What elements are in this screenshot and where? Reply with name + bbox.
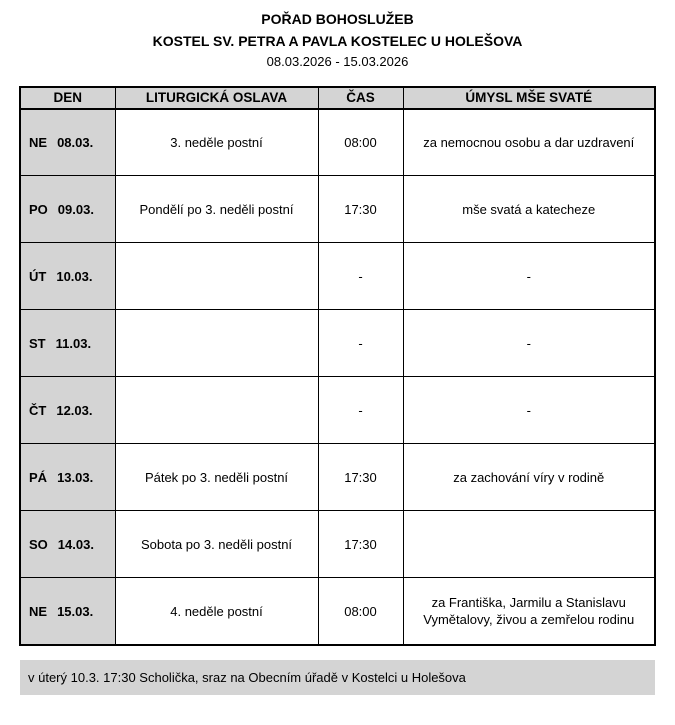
intention-cell: - <box>403 377 655 444</box>
time-cell: - <box>318 310 403 377</box>
page-subtitle: KOSTEL SV. PETRA A PAVLA KOSTELEC U HOLEŠOVA <box>152 32 523 49</box>
day-date: 13.03. <box>57 469 94 485</box>
time-cell: 08:00 <box>318 109 403 176</box>
day-abbrev: NE <box>29 135 48 151</box>
schedule-table <box>19 86 656 646</box>
day-date: 10.03. <box>56 268 93 284</box>
table-row <box>20 444 655 511</box>
celebration-cell <box>115 310 318 377</box>
table-header-row <box>20 87 655 109</box>
column-header-celebration: LITURGICKÁ OSLAVA <box>115 87 318 109</box>
time-cell: 17:30 <box>318 511 403 578</box>
day-abbrev: ÚT <box>29 268 47 284</box>
celebration-cell: Pátek po 3. neděli postní <box>115 444 318 511</box>
time-cell: 17:30 <box>318 444 403 511</box>
day-cell <box>20 310 115 377</box>
day-abbrev: PÁ <box>29 469 48 485</box>
time-cell: - <box>318 377 403 444</box>
day-date: 11.03. <box>55 335 92 351</box>
footer-note: v úterý 10.3. 17:30 Scholička, sraz na Obecním úřadě v Kostelci u Holešova <box>20 660 655 696</box>
table-row <box>20 176 655 243</box>
intention-cell: - <box>403 243 655 310</box>
day-cell <box>20 243 115 310</box>
day-date: 15.03. <box>57 603 94 619</box>
day-cell <box>20 109 115 176</box>
column-header-time: ČAS <box>318 87 403 109</box>
celebration-cell: 3. neděle postní <box>115 109 318 176</box>
page-title: POŘAD BOHOSLUŽEB <box>261 11 414 27</box>
day-cell <box>20 511 115 578</box>
day-cell <box>20 444 115 511</box>
table-row <box>20 109 655 176</box>
intention-cell: za Františka, Jarmilu a Stanislavu Vymětalovy, živou a zemřelou rodinu <box>403 578 655 645</box>
intention-cell <box>403 511 655 578</box>
day-date: 08.03. <box>57 135 94 151</box>
intention-cell: za zachování víry v rodině <box>403 444 655 511</box>
date-range: 08.03.2026 - 15.03.2026 <box>266 54 409 70</box>
day-abbrev: SO <box>29 536 48 552</box>
time-cell: 17:30 <box>318 176 403 243</box>
celebration-cell: Pondělí po 3. neděli postní <box>115 176 318 243</box>
table-row <box>20 578 655 645</box>
day-cell <box>20 578 115 645</box>
celebration-cell <box>115 243 318 310</box>
column-header-intention: ÚMYSL MŠE SVATÉ <box>403 87 655 109</box>
day-abbrev: ČT <box>29 402 47 418</box>
day-abbrev: ST <box>29 335 46 351</box>
table-row <box>20 243 655 310</box>
day-abbrev: PO <box>29 201 48 217</box>
day-date: 14.03. <box>57 536 94 552</box>
day-date: 12.03. <box>56 402 93 418</box>
document-header <box>0 0 675 72</box>
celebration-cell: Sobota po 3. neděli postní <box>115 511 318 578</box>
day-cell <box>20 377 115 444</box>
intention-cell: mše svatá a katecheze <box>403 176 655 243</box>
intention-cell: - <box>403 310 655 377</box>
table-row <box>20 310 655 377</box>
time-cell: - <box>318 243 403 310</box>
intention-cell: za nemocnou osobu a dar uzdravení <box>403 109 655 176</box>
celebration-cell <box>115 377 318 444</box>
table-row <box>20 377 655 444</box>
time-cell: 08:00 <box>318 578 403 645</box>
celebration-cell: 4. neděle postní <box>115 578 318 645</box>
column-header-day: DEN <box>20 87 115 109</box>
day-date: 09.03. <box>57 201 94 217</box>
day-abbrev: NE <box>29 603 48 619</box>
day-cell <box>20 176 115 243</box>
table-row <box>20 511 655 578</box>
